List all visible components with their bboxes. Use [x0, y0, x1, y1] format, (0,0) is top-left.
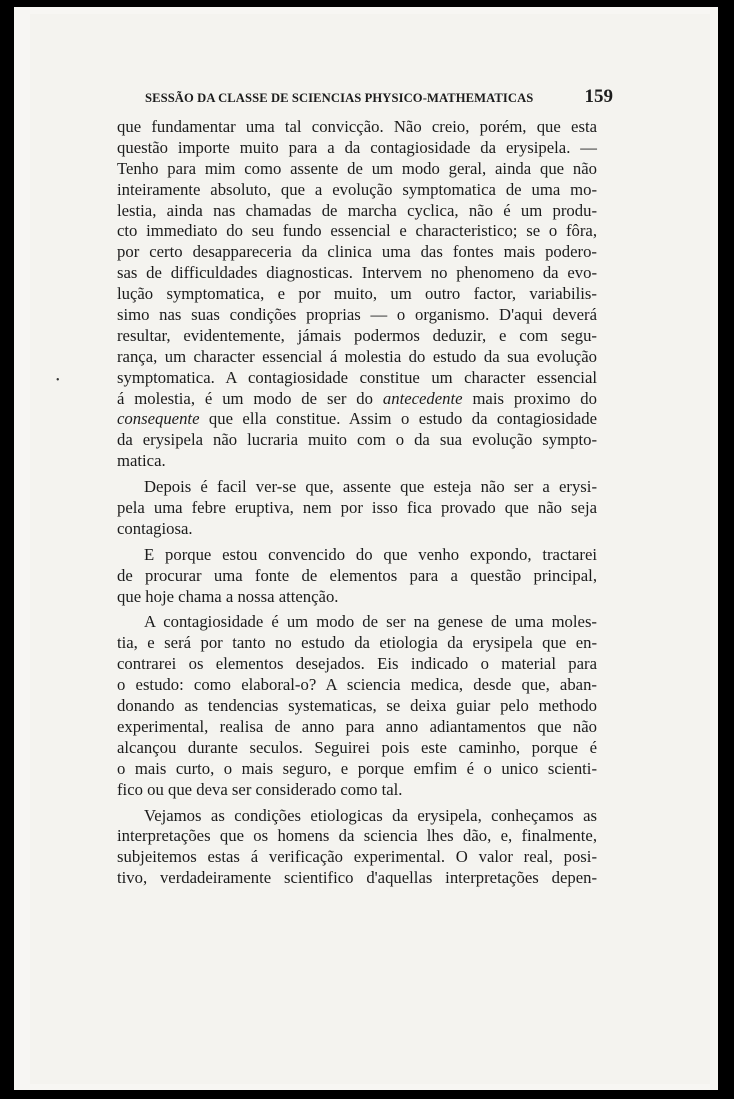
- text-line: Vejamos as condições etiologicas da erysipela, conheçamos as: [144, 805, 597, 825]
- ink-speck: •: [56, 375, 60, 386]
- text-line: rança, um character essencial á molestia do estudo da sua evolução: [117, 346, 597, 366]
- text-line: symptomatica. A contagiosidade constitue um character essencial: [117, 367, 597, 387]
- text-line: A contagiosidade é um modo de ser na genese de uma moles-: [144, 612, 597, 632]
- text-line: E porque estou convencido do que venho expondo, tractarei: [144, 544, 597, 564]
- text-line: tivo, verdadeiramente scientifico d'aquellas interpretações depen-: [117, 868, 597, 888]
- text-line: resultar, evidentemente, jámais podermos deduzir, e com segu-: [117, 325, 597, 345]
- text-line: inteiramente absoluto, que a evolução symptomatica de uma mo-: [117, 179, 597, 199]
- page-header: [145, 86, 613, 110]
- running-head: SESSÃO DA CLASSE DE SCIENCIAS PHYSICO-MATHEMATICAS: [145, 91, 534, 105]
- text-line: lestia, ainda nas chamadas de marcha cyclica, não é um produ-: [117, 200, 597, 220]
- text-line: que fundamentar uma tal convicção. Não creio, porém, que esta: [117, 117, 597, 136]
- text-line: da erysipela não lucraria muito com o da sua evolução sympto-: [117, 430, 597, 450]
- text-line: experimental, realisa de anno para anno adiantamentos que não: [117, 716, 597, 736]
- text-line: interpretações que os homens da sciencia lhes dão, e, finalmente,: [117, 826, 597, 846]
- text-line: o estudo: como elaboral-o? A sciencia medica, desde que, aban-: [117, 675, 597, 695]
- body-text: [117, 117, 597, 889]
- text-line: questão importe muito para a da contagiosidade da erysipela. —: [117, 137, 597, 157]
- text-line: o mais curto, o mais seguro, e porque emfim é o unico scienti-: [117, 758, 597, 778]
- text-line: de procurar uma fonte de elementos para a questão principal,: [117, 565, 597, 585]
- text-line: por certo desappareceria da clinica uma das fontes mais podero-: [117, 242, 597, 262]
- emphasis: antecedente: [382, 388, 463, 408]
- page-number: 159: [584, 86, 613, 107]
- text-line: á molestia, é um modo de ser do antecedente mais proximo do: [117, 388, 597, 408]
- text-line: donando as tendencias systematicas, se deixa guiar pelo methodo: [117, 696, 597, 716]
- text-line: contagiosa.: [117, 518, 193, 538]
- text-line: lução symptomatica, e por muito, um outro factor, variabilis-: [117, 284, 597, 304]
- text-line: consequente que ella constitue. Assim o estudo da contagiosidade: [117, 409, 597, 429]
- text-line: simo nas suas condições proprias — o organismo. D'aqui deverá: [117, 305, 597, 325]
- text-line: pela uma febre eruptiva, nem por isso fica provado que não seja: [117, 498, 597, 518]
- text-line: fico ou que deva ser considerado como tal.: [117, 779, 403, 799]
- text-line: cto immediato do seu fundo essencial e characteristico; se o fôra,: [117, 221, 597, 241]
- text-line: alcançou durante seculos. Seguirei pois este caminho, porque é: [117, 737, 597, 757]
- text-line: sas de difficuldades diagnosticas. Intervem no phenomeno da evo-: [117, 263, 597, 283]
- text-line: subjeitemos estas á verificação experimental. O valor real, posi-: [117, 847, 597, 867]
- text-line: Depois é facil ver-se que, assente que esteja não ser a erysi-: [144, 477, 597, 497]
- text-line: tia, e será por tanto no estudo da etiologia da erysipela que en-: [117, 633, 597, 653]
- text-line: matica.: [117, 451, 166, 471]
- emphasis: consequente: [117, 409, 200, 429]
- text-line: contrarei os elementos desejados. Eis indicado o material para: [117, 654, 597, 674]
- text-line: Tenho para mim como assente de um modo geral, ainda que não: [117, 158, 597, 178]
- text-line: que hoje chama a nossa attenção.: [117, 586, 339, 606]
